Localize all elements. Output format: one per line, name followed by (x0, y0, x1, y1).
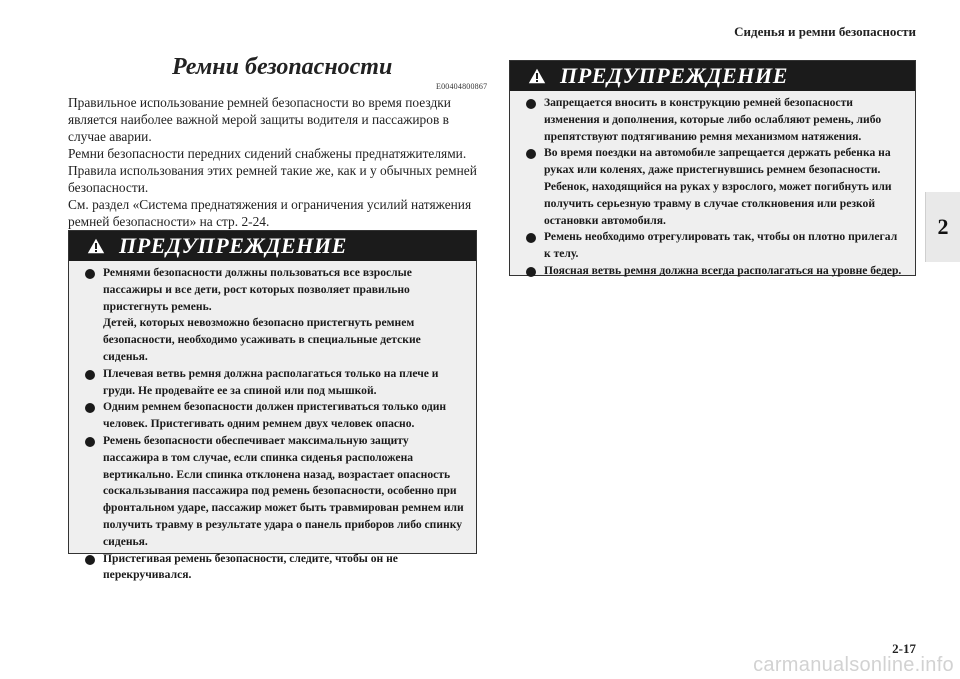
warning-item (524, 95, 905, 145)
warning-item (83, 433, 466, 551)
warning-item-text: Одним ремнем безопасности должен пристегиваться только один человек. Пристегивать одним ремнем двух человек опасно. (103, 400, 447, 431)
intro-text (68, 94, 480, 230)
section-title: Ремни безопасности (172, 54, 393, 80)
warning-box-left (68, 230, 477, 582)
intro-paragraph: Ремни безопасности передних сидений снабжены преднатяжителями. Правила использования этих ремней такие же, как и у обычных ремней безопасности. (68, 146, 477, 195)
warning-item-text: Ремень необходимо отрегулировать так, чтобы он плотно прилегал к телу. (544, 230, 898, 261)
warning-list (69, 261, 476, 584)
warning-item-text: Ремнями безопасности должны пользоваться все взрослые пассажиры и все дети, рост которых позволяет правильно пристегнуть ремень. (103, 266, 412, 313)
chapter-tab: 2 (925, 192, 960, 262)
warning-item-text: Пристегивая ремень безопасности, следите, чтобы он не перекручивался. (103, 551, 398, 582)
warning-item (524, 145, 905, 229)
section-code: E00404800867 (436, 82, 488, 91)
running-header: Сиденья и ремни безопасности (734, 24, 916, 39)
warning-item-text: Во время поездки на автомобиле запрещается держать ребенка на руках или коленях, даже пристегнувшись ремнем безопасности. Ребенок, находящийся на руках у взрослого, может погибнуть или получить серьезную травму в случае столкновения или резкой остановки автомобиля. (544, 146, 892, 227)
warning-item-continuation: Детей, которых невозможно безопасно пристегнуть ремнем безопасности, необходимо усаживать в специальные детские сиденья. (103, 316, 421, 363)
intro-paragraph: Правильное использование ремней безопасности во время поездки является наиболее важной мерой защиты водителя и пассажиров в случае аварии. (68, 95, 451, 144)
warning-heading: ПРЕДУПРЕЖДЕНИЕ (119, 233, 347, 258)
warning-triangle-icon (528, 68, 546, 84)
warning-item (83, 366, 466, 400)
warning-item (83, 551, 466, 585)
watermark: carmanualsonline.info (753, 654, 954, 676)
warning-item-text: Плечевая ветвь ремня должна располагаться только на плече и груди. Не продевайте ее за спиной или под мышкой. (103, 366, 439, 397)
warning-list (510, 91, 915, 280)
intro-paragraph: См. раздел «Система преднатяжения и ограничения усилий натяжения ремней безопасности» на стр. 2-24. (68, 197, 472, 229)
warning-box-right (509, 60, 916, 276)
warning-item (524, 263, 905, 280)
warning-header (69, 231, 476, 261)
warning-item (524, 229, 905, 263)
warning-item-text: Поясная ветвь ремня должна всегда располагаться на уровне бедер. (544, 263, 902, 277)
page-number: 2-17 (892, 641, 916, 656)
warning-item-text: Ремень безопасности обеспечивает максимальную защиту пассажира в том случае, если спинка сиденья расположена вертикально. Если спинка отклонена назад, возрастает опасность соскальзывания пассажира под ремень безопасности, особенно при фронтальном ударе, пассажир может быть травмирован ремнем или получить травму в результате удара о панель приборов либо спинку сиденья. (103, 433, 464, 548)
warning-item-text: Запрещается вносить в конструкцию ремней безопасности изменения и дополнения, которые либо ослабляют ремень, либо препятствуют подтягиванию ремня механизмом натяжения. (544, 96, 882, 143)
warning-triangle-icon (87, 238, 105, 254)
warning-item (83, 265, 466, 366)
warning-item (83, 399, 466, 433)
warning-header (510, 61, 915, 91)
warning-heading: ПРЕДУПРЕЖДЕНИЕ (560, 63, 788, 88)
